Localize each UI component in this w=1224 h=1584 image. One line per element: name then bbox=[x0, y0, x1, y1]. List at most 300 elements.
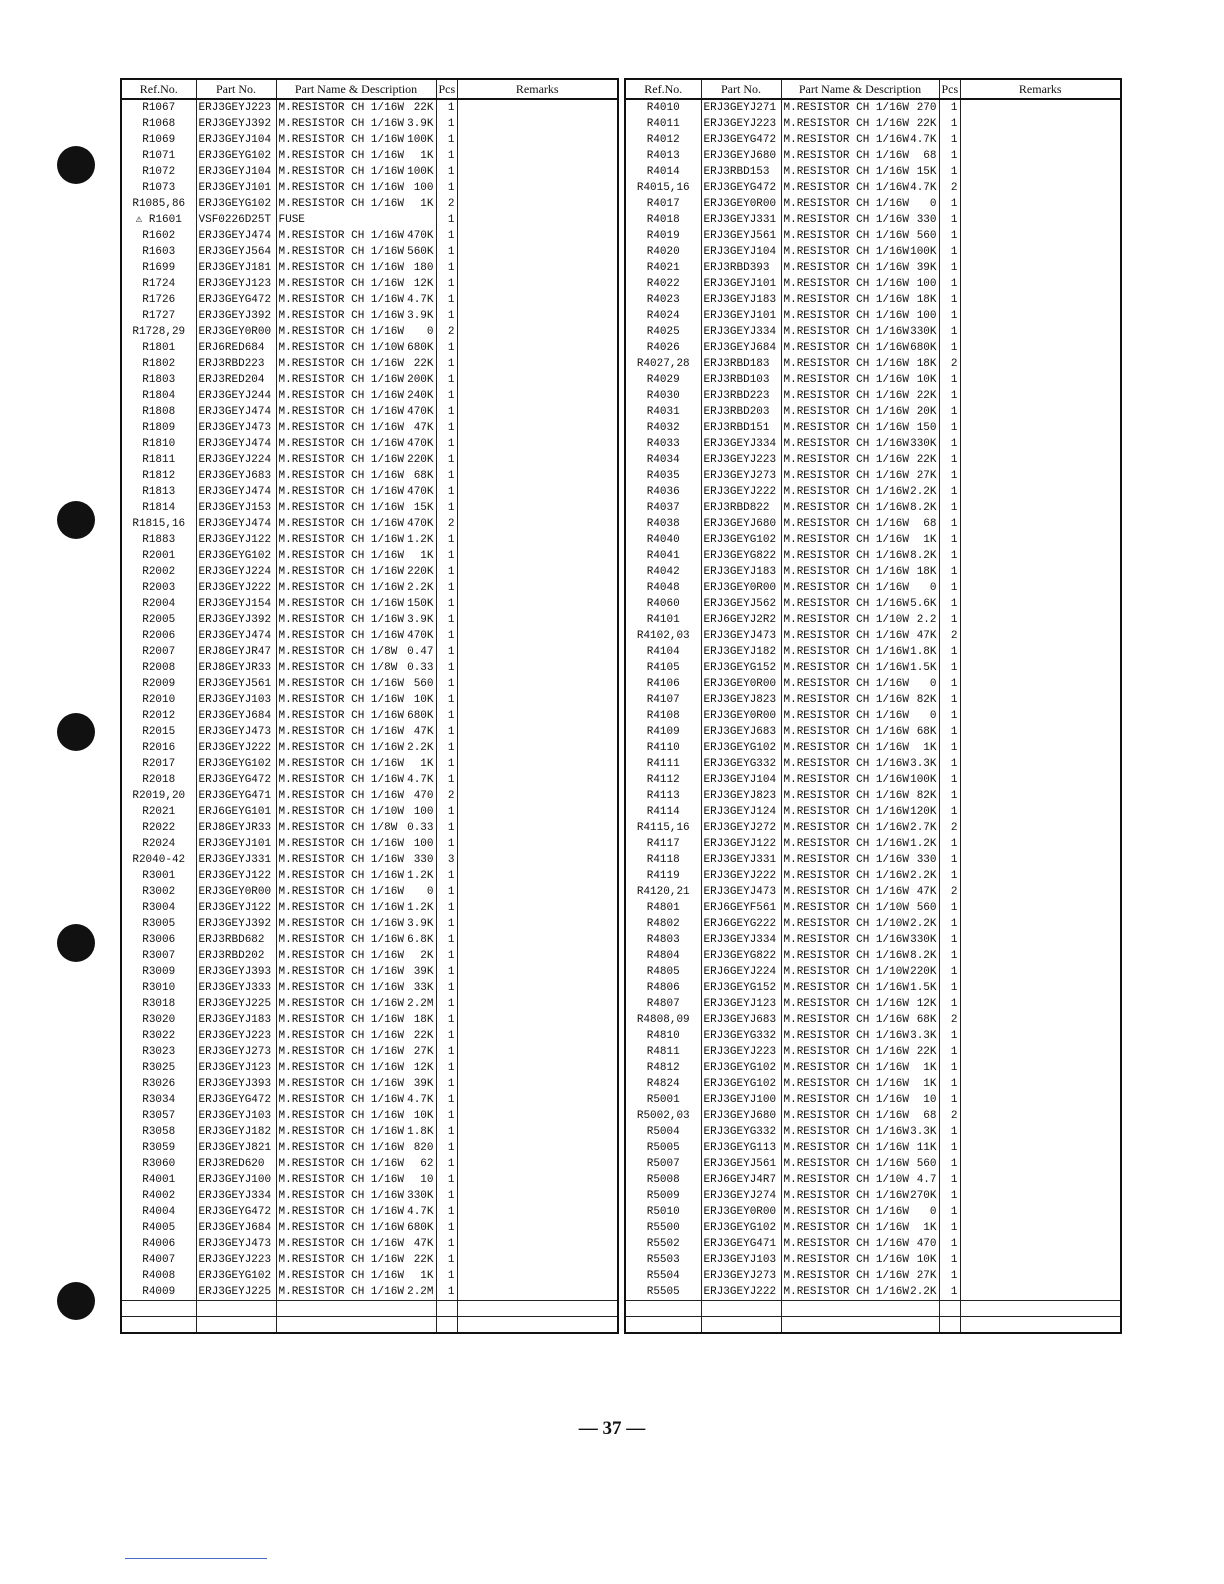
ref-no-cell: R1804 bbox=[121, 388, 196, 404]
description-cell bbox=[781, 1236, 939, 1252]
resistance-value: 680K bbox=[407, 1222, 434, 1234]
header-pcs: Pcs bbox=[939, 79, 960, 99]
resistance-value: 62 bbox=[420, 1158, 434, 1170]
description-text: M.RESISTOR CH 1/16W bbox=[278, 486, 404, 498]
remarks-cell bbox=[457, 500, 618, 516]
description-text: M.RESISTOR CH 1/16W bbox=[783, 374, 909, 386]
description-text: M.RESISTOR CH 1/16W bbox=[783, 1014, 909, 1026]
description-cell bbox=[276, 244, 436, 260]
description-content bbox=[784, 244, 937, 260]
part-no-cell: ERJ3GEYJ684 bbox=[196, 1220, 276, 1236]
pcs-cell: 1 bbox=[436, 980, 457, 996]
part-no-cell: ERJ3GEYJ474 bbox=[196, 436, 276, 452]
ref-no-cell: R3026 bbox=[121, 1076, 196, 1092]
part-no-cell: ERJ3GEYJ474 bbox=[196, 228, 276, 244]
remarks-cell bbox=[457, 532, 618, 548]
ref-no-cell: R5505 bbox=[625, 1284, 701, 1301]
description-text: M.RESISTOR CH 1/16W bbox=[783, 1142, 909, 1154]
description-text: M.RESISTOR CH 1/16W bbox=[783, 118, 909, 130]
table-row bbox=[121, 644, 618, 660]
ref-no-cell: R4036 bbox=[625, 484, 701, 500]
description-content bbox=[279, 452, 434, 468]
remarks-cell bbox=[457, 164, 618, 180]
description-content bbox=[784, 1108, 937, 1124]
part-no-cell: ERJ8GEYJR33 bbox=[196, 660, 276, 676]
remarks-cell bbox=[960, 1092, 1121, 1108]
pcs-cell: 1 bbox=[436, 1252, 457, 1268]
pcs-cell: 1 bbox=[436, 1092, 457, 1108]
description-content bbox=[279, 1188, 434, 1204]
description-text: M.RESISTOR CH 1/16W bbox=[278, 1270, 404, 1282]
description-cell bbox=[781, 116, 939, 132]
description-cell bbox=[276, 628, 436, 644]
description-cell bbox=[781, 1268, 939, 1284]
description-cell bbox=[276, 276, 436, 292]
table-row bbox=[121, 1188, 618, 1204]
pcs-cell: 1 bbox=[939, 276, 960, 292]
part-no-cell: ERJ3RBD822 bbox=[701, 500, 781, 516]
part-no-cell: ERJ3GEYJ272 bbox=[701, 820, 781, 836]
ref-no-cell: R1815,16 bbox=[121, 516, 196, 532]
description-content bbox=[784, 100, 937, 116]
description-content bbox=[784, 276, 937, 292]
pcs-cell: 1 bbox=[939, 372, 960, 388]
pcs-cell: 2 bbox=[436, 516, 457, 532]
table-row bbox=[121, 1268, 618, 1284]
table-row bbox=[625, 228, 1121, 244]
description-text: M.RESISTOR CH 1/16W bbox=[783, 790, 909, 802]
resistance-value: 2.2K bbox=[910, 1286, 937, 1298]
ref-no-cell: R4805 bbox=[625, 964, 701, 980]
resistance-value: 0 bbox=[929, 710, 937, 722]
ref-no-cell: R4808,09 bbox=[625, 1012, 701, 1028]
resistance-value: 22K bbox=[413, 1030, 434, 1042]
description-content bbox=[784, 724, 937, 740]
part-no-cell: ERJ3GEYJ124 bbox=[701, 804, 781, 820]
description-cell bbox=[781, 1076, 939, 1092]
table-row bbox=[625, 1028, 1121, 1044]
pcs-cell: 1 bbox=[939, 612, 960, 628]
description-text: M.RESISTOR CH 1/16W bbox=[278, 534, 404, 546]
resistance-value: 47K bbox=[916, 630, 937, 642]
resistance-value: 270K bbox=[910, 1190, 937, 1202]
description-cell bbox=[276, 548, 436, 564]
blank-cell bbox=[121, 1301, 196, 1317]
resistance-value: 560K bbox=[407, 246, 434, 258]
description-text: M.RESISTOR CH 1/16W bbox=[783, 1030, 909, 1042]
resistance-value: 470K bbox=[407, 630, 434, 642]
description-cell bbox=[276, 372, 436, 388]
remarks-cell bbox=[960, 468, 1121, 484]
remarks-cell bbox=[457, 628, 618, 644]
remarks-cell bbox=[457, 180, 618, 196]
description-content bbox=[279, 868, 434, 884]
description-cell bbox=[781, 404, 939, 420]
description-cell bbox=[781, 500, 939, 516]
ref-no-cell: R1803 bbox=[121, 372, 196, 388]
description-content bbox=[279, 660, 434, 676]
table-row bbox=[121, 1012, 618, 1028]
blank-cell bbox=[121, 1317, 196, 1334]
resistance-value: 18K bbox=[916, 294, 937, 306]
table-row bbox=[121, 660, 618, 676]
remarks-cell bbox=[960, 948, 1121, 964]
part-no-cell: ERJ3GEYJ334 bbox=[701, 324, 781, 340]
part-no-cell: ERJ6RED684 bbox=[196, 340, 276, 356]
description-text: M.RESISTOR CH 1/16W bbox=[278, 1126, 404, 1138]
ref-no-cell: R4033 bbox=[625, 436, 701, 452]
description-text: M.RESISTOR CH 1/16W bbox=[783, 1126, 909, 1138]
part-no-cell: ERJ3GEYJ331 bbox=[701, 212, 781, 228]
table-row bbox=[625, 1108, 1121, 1124]
description-cell bbox=[276, 820, 436, 836]
description-content bbox=[784, 612, 937, 628]
part-no-cell: ERJ3GEYJ331 bbox=[701, 852, 781, 868]
remarks-cell bbox=[457, 612, 618, 628]
part-no-cell: ERJ3GEYJ271 bbox=[701, 99, 781, 116]
description-cell bbox=[276, 564, 436, 580]
remarks-cell bbox=[960, 1156, 1121, 1172]
description-text: M.RESISTOR CH 1/16W bbox=[278, 310, 404, 322]
description-text: M.RESISTOR CH 1/16W bbox=[278, 870, 404, 882]
description-cell bbox=[781, 1028, 939, 1044]
description-content bbox=[279, 132, 434, 148]
ref-no-cell: R4007 bbox=[121, 1252, 196, 1268]
description-cell bbox=[276, 724, 436, 740]
pcs-cell: 1 bbox=[939, 852, 960, 868]
description-content bbox=[784, 644, 937, 660]
description-text: M.RESISTOR CH 1/16W bbox=[278, 1222, 404, 1234]
ref-no-cell: R5004 bbox=[625, 1124, 701, 1140]
part-no-cell: ERJ3GEYG152 bbox=[701, 660, 781, 676]
description-cell bbox=[781, 308, 939, 324]
pcs-cell: 1 bbox=[939, 1220, 960, 1236]
remarks-cell bbox=[960, 548, 1121, 564]
pcs-cell: 1 bbox=[436, 356, 457, 372]
part-no-cell: ERJ3GEYJ392 bbox=[196, 308, 276, 324]
header-description: Part Name & Description bbox=[276, 79, 436, 99]
table-row bbox=[121, 276, 618, 292]
description-cell bbox=[276, 1092, 436, 1108]
table-row bbox=[121, 388, 618, 404]
blank-cell bbox=[939, 1301, 960, 1317]
part-no-cell: ERJ3GEYG102 bbox=[196, 1268, 276, 1284]
description-content bbox=[279, 1028, 434, 1044]
description-content bbox=[784, 932, 937, 948]
remarks-cell bbox=[457, 756, 618, 772]
description-content bbox=[784, 948, 937, 964]
description-text: M.RESISTOR CH 1/16W bbox=[278, 502, 404, 514]
ref-no-cell: R4018 bbox=[625, 212, 701, 228]
description-cell bbox=[276, 484, 436, 500]
description-text: M.RESISTOR CH 1/16W bbox=[278, 166, 404, 178]
part-no-cell: ERJ3GEYG102 bbox=[196, 148, 276, 164]
part-no-cell: ERJ3GEYJ334 bbox=[701, 932, 781, 948]
description-text: M.RESISTOR CH 1/16W bbox=[783, 566, 909, 578]
part-no-cell: ERJ3GEYJ680 bbox=[701, 516, 781, 532]
description-content bbox=[784, 180, 937, 196]
description-text: M.RESISTOR CH 1/16W bbox=[278, 1142, 404, 1154]
pcs-cell: 1 bbox=[939, 420, 960, 436]
pcs-cell: 1 bbox=[939, 260, 960, 276]
description-text: M.RESISTOR CH 1/16W bbox=[278, 1190, 404, 1202]
description-cell bbox=[781, 244, 939, 260]
ref-no-cell: R1811 bbox=[121, 452, 196, 468]
pcs-cell: 1 bbox=[939, 644, 960, 660]
ref-no-cell: R4034 bbox=[625, 452, 701, 468]
part-no-cell: ERJ3GEYG113 bbox=[701, 1140, 781, 1156]
description-content bbox=[279, 676, 434, 692]
remarks-cell bbox=[457, 548, 618, 564]
description-text: M.RESISTOR CH 1/16W bbox=[783, 742, 909, 754]
table-row bbox=[625, 388, 1121, 404]
description-content bbox=[784, 372, 937, 388]
description-cell bbox=[276, 1268, 436, 1284]
ref-no-cell: R4101 bbox=[625, 612, 701, 628]
description-cell bbox=[781, 164, 939, 180]
punch-hole bbox=[57, 501, 95, 539]
table-row bbox=[625, 340, 1121, 356]
header-remarks: Remarks bbox=[960, 79, 1121, 99]
part-no-cell: ERJ3GEYJ104 bbox=[196, 164, 276, 180]
ref-no-cell: R4021 bbox=[625, 260, 701, 276]
description-text: M.RESISTOR CH 1/16W bbox=[783, 1110, 909, 1122]
ref-no-cell: R5002,03 bbox=[625, 1108, 701, 1124]
resistance-value: 8.2K bbox=[910, 950, 937, 962]
part-no-cell: ERJ3GEYJ123 bbox=[701, 996, 781, 1012]
pcs-cell: 1 bbox=[939, 1060, 960, 1076]
description-text: M.RESISTOR CH 1/16W bbox=[783, 470, 909, 482]
table-row bbox=[121, 372, 618, 388]
part-no-cell: ERJ3GEYJ122 bbox=[196, 868, 276, 884]
part-no-cell: ERJ3GEYJ222 bbox=[196, 580, 276, 596]
remarks-cell bbox=[457, 1092, 618, 1108]
description-cell bbox=[781, 1172, 939, 1188]
ref-no-cell: R4026 bbox=[625, 340, 701, 356]
description-content bbox=[279, 276, 434, 292]
ref-no-cell: R2024 bbox=[121, 836, 196, 852]
remarks-cell bbox=[960, 804, 1121, 820]
remarks-cell bbox=[960, 788, 1121, 804]
table-row bbox=[121, 516, 618, 532]
part-no-cell: ERJ3GEYJ823 bbox=[701, 788, 781, 804]
description-content bbox=[784, 708, 937, 724]
table-row bbox=[625, 196, 1121, 212]
ref-no-cell: R2021 bbox=[121, 804, 196, 820]
remarks-cell bbox=[457, 1076, 618, 1092]
pcs-cell: 1 bbox=[939, 244, 960, 260]
resistance-value: 22K bbox=[916, 1046, 937, 1058]
part-no-cell: ERJ3GEYJ223 bbox=[701, 116, 781, 132]
table-row bbox=[625, 1188, 1121, 1204]
description-cell bbox=[781, 1044, 939, 1060]
description-content bbox=[784, 836, 937, 852]
resistance-value: 22K bbox=[413, 102, 434, 114]
description-content bbox=[279, 900, 434, 916]
pcs-cell: 1 bbox=[939, 148, 960, 164]
description-text: M.RESISTOR CH 1/16W bbox=[278, 134, 404, 146]
ref-no-cell: R1814 bbox=[121, 500, 196, 516]
pcs-cell: 1 bbox=[436, 740, 457, 756]
ref-no-cell: R1809 bbox=[121, 420, 196, 436]
part-no-cell: ERJ3GEYJ561 bbox=[701, 228, 781, 244]
remarks-cell bbox=[457, 836, 618, 852]
pcs-cell: 1 bbox=[939, 116, 960, 132]
table-row bbox=[625, 772, 1121, 788]
description-text: M.RESISTOR CH 1/16W bbox=[783, 758, 909, 770]
description-content bbox=[279, 708, 434, 724]
resistance-value: 4.7K bbox=[407, 774, 434, 786]
pcs-cell: 1 bbox=[939, 980, 960, 996]
resistance-value: 12K bbox=[413, 1062, 434, 1074]
part-no-cell: ERJ3GEYJ225 bbox=[196, 1284, 276, 1301]
remarks-cell bbox=[960, 196, 1121, 212]
pcs-cell: 1 bbox=[436, 564, 457, 580]
description-text: M.RESISTOR CH 1/16W bbox=[783, 390, 909, 402]
description-text: M.RESISTOR CH 1/16W bbox=[278, 1286, 404, 1298]
ref-no-cell: R5001 bbox=[625, 1092, 701, 1108]
description-text: M.RESISTOR CH 1/16W bbox=[278, 102, 404, 114]
remarks-cell bbox=[960, 1268, 1121, 1284]
remarks-cell bbox=[960, 772, 1121, 788]
resistance-value: 22K bbox=[916, 118, 937, 130]
part-no-cell: ERJ3GEYJ473 bbox=[701, 884, 781, 900]
description-cell bbox=[781, 868, 939, 884]
description-text: M.RESISTOR CH 1/16W bbox=[783, 230, 909, 242]
pcs-cell: 1 bbox=[436, 996, 457, 1012]
resistance-value: 330K bbox=[407, 1190, 434, 1202]
remarks-cell bbox=[960, 644, 1121, 660]
description-content bbox=[279, 244, 434, 260]
ref-no-cell: R1724 bbox=[121, 276, 196, 292]
blank-row bbox=[625, 1317, 1121, 1334]
description-content bbox=[784, 420, 937, 436]
table-row bbox=[625, 724, 1121, 740]
parts-table-left bbox=[120, 78, 619, 1334]
part-no-cell: ERJ3GEYG102 bbox=[701, 532, 781, 548]
description-text: M.RESISTOR CH 1/16W bbox=[278, 1046, 404, 1058]
table-row bbox=[121, 196, 618, 212]
description-cell bbox=[781, 276, 939, 292]
description-cell bbox=[276, 99, 436, 116]
ref-no-cell: R5503 bbox=[625, 1252, 701, 1268]
description-content bbox=[279, 260, 434, 276]
description-text: M.RESISTOR CH 1/16W bbox=[783, 214, 909, 226]
remarks-cell bbox=[960, 612, 1121, 628]
ref-no-cell: R4011 bbox=[625, 116, 701, 132]
part-no-cell: ERJ3GEYJ392 bbox=[196, 916, 276, 932]
pcs-cell: 2 bbox=[939, 884, 960, 900]
resistance-value: 470 bbox=[916, 1238, 937, 1250]
description-text: M.RESISTOR CH 1/16W bbox=[278, 326, 404, 338]
description-text: M.RESISTOR CH 1/16W bbox=[278, 438, 404, 450]
description-content bbox=[784, 1284, 937, 1300]
pcs-cell: 1 bbox=[436, 292, 457, 308]
resistance-value: 10K bbox=[413, 1110, 434, 1122]
remarks-cell bbox=[457, 900, 618, 916]
remarks-cell bbox=[457, 980, 618, 996]
ref-no-cell: R4106 bbox=[625, 676, 701, 692]
table-row bbox=[121, 788, 618, 804]
table-row bbox=[121, 580, 618, 596]
description-cell bbox=[276, 772, 436, 788]
description-content bbox=[279, 436, 434, 452]
table-row bbox=[121, 99, 618, 116]
description-text: M.RESISTOR CH 1/16W bbox=[783, 934, 909, 946]
remarks-cell bbox=[960, 564, 1121, 580]
description-cell bbox=[781, 1092, 939, 1108]
remarks-cell bbox=[457, 116, 618, 132]
resistance-value: 82K bbox=[916, 790, 937, 802]
part-no-cell: ERJ3GEYJ100 bbox=[196, 1172, 276, 1188]
description-cell bbox=[781, 580, 939, 596]
description-text: M.RESISTOR CH 1/16W bbox=[783, 182, 909, 194]
part-no-cell: ERJ3GEYJ392 bbox=[196, 116, 276, 132]
part-no-cell: ERJ3RBD682 bbox=[196, 932, 276, 948]
description-text: M.RESISTOR CH 1/16W bbox=[278, 454, 404, 466]
table-row bbox=[121, 164, 618, 180]
pcs-cell: 1 bbox=[939, 596, 960, 612]
ref-no-cell: R4109 bbox=[625, 724, 701, 740]
description-cell bbox=[276, 228, 436, 244]
table-row bbox=[625, 260, 1121, 276]
table-row bbox=[121, 820, 618, 836]
description-cell bbox=[781, 788, 939, 804]
remarks-cell bbox=[960, 596, 1121, 612]
description-text: M.RESISTOR CH 1/16W bbox=[783, 550, 909, 562]
description-content bbox=[784, 1188, 937, 1204]
part-no-cell: ERJ3RBD203 bbox=[701, 404, 781, 420]
ref-no-cell: R1072 bbox=[121, 164, 196, 180]
ref-no-cell: ⚠ R1601 bbox=[121, 212, 196, 228]
pcs-cell: 1 bbox=[939, 500, 960, 516]
remarks-cell bbox=[457, 308, 618, 324]
part-no-cell: ERJ3RED204 bbox=[196, 372, 276, 388]
description-content bbox=[279, 724, 434, 740]
resistance-value: 150K bbox=[407, 598, 434, 610]
description-cell bbox=[781, 1252, 939, 1268]
description-text: M.RESISTOR CH 1/10W bbox=[783, 966, 909, 978]
ref-no-cell: R4032 bbox=[625, 420, 701, 436]
pcs-cell: 1 bbox=[939, 99, 960, 116]
resistance-value: 330 bbox=[916, 854, 937, 866]
ref-no-cell: R2003 bbox=[121, 580, 196, 596]
remarks-cell bbox=[960, 500, 1121, 516]
description-content bbox=[784, 820, 937, 836]
ref-no-cell: R4119 bbox=[625, 868, 701, 884]
ref-no-cell: R5008 bbox=[625, 1172, 701, 1188]
description-cell bbox=[276, 532, 436, 548]
remarks-cell bbox=[960, 580, 1121, 596]
pcs-cell: 1 bbox=[436, 468, 457, 484]
part-no-cell: ERJ3GEY0R00 bbox=[196, 324, 276, 340]
parts-table-right bbox=[624, 78, 1122, 1334]
remarks-cell bbox=[960, 116, 1121, 132]
remarks-cell bbox=[457, 644, 618, 660]
description-text: M.RESISTOR CH 1/16W bbox=[783, 598, 909, 610]
description-content bbox=[279, 948, 434, 964]
description-cell bbox=[781, 980, 939, 996]
resistance-value: 1K bbox=[923, 1078, 937, 1090]
pcs-cell: 1 bbox=[939, 1268, 960, 1284]
table-header-row bbox=[121, 79, 618, 99]
description-text: M.RESISTOR CH 1/16W bbox=[783, 134, 909, 146]
ref-no-cell: R1883 bbox=[121, 532, 196, 548]
pcs-cell: 1 bbox=[939, 724, 960, 740]
resistance-value: 10 bbox=[420, 1174, 434, 1186]
description-content bbox=[784, 196, 937, 212]
pcs-cell: 1 bbox=[436, 900, 457, 916]
